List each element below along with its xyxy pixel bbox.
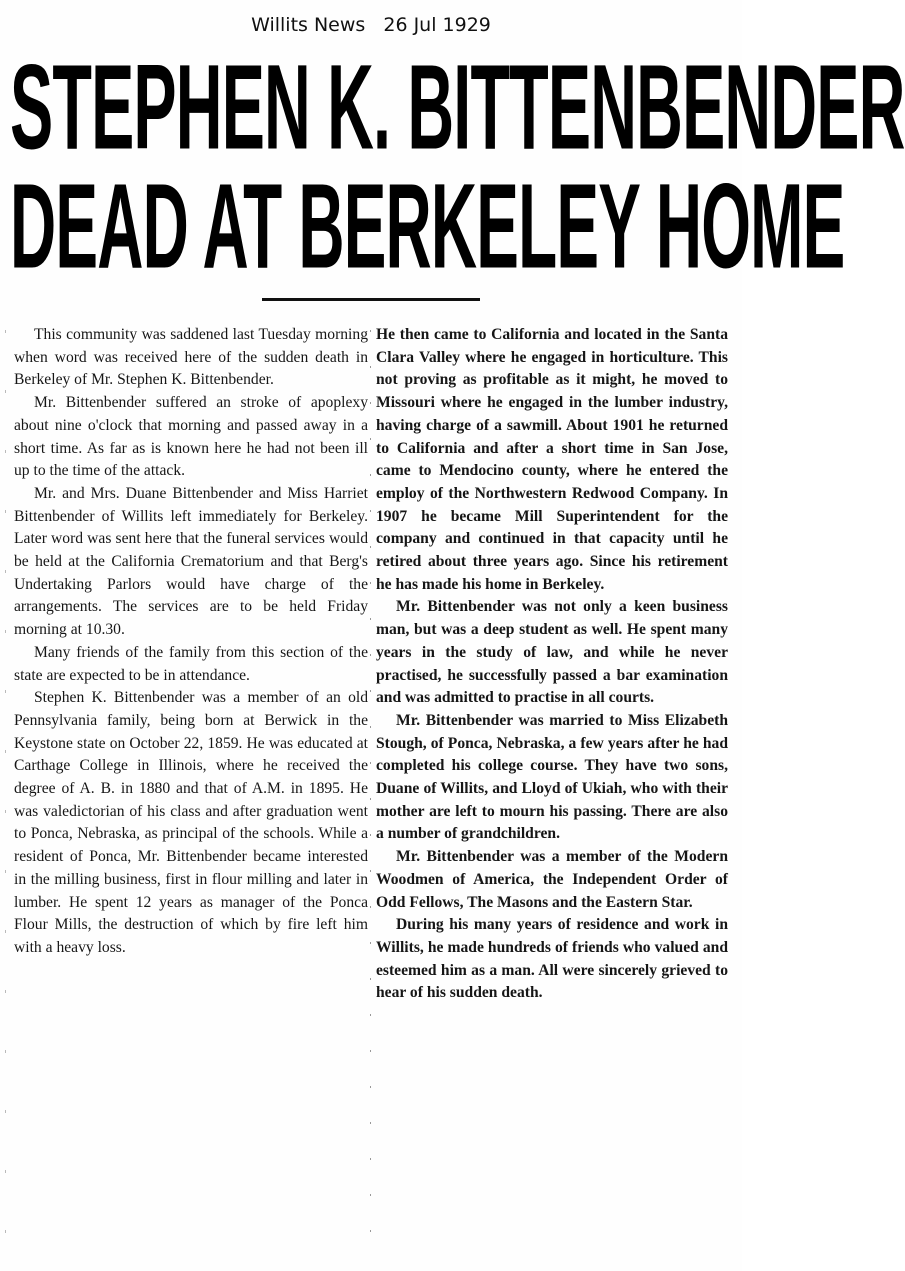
publication-name: Willits News <box>251 14 366 36</box>
publication-date: 26 Jul 1929 <box>383 14 491 36</box>
article-column-left <box>14 324 368 960</box>
column-divider <box>370 330 371 1250</box>
headline-line-1: STEPHEN K. BITTENBENDER <box>10 38 905 175</box>
article-column-right <box>376 324 728 1005</box>
margin-dots <box>5 330 6 1250</box>
source-line <box>0 14 742 36</box>
paragraph: This community was saddened last Tuesday morning when word was received here of the sudden death in Berkeley of Mr. Stephen K. Bittenbender. <box>14 326 368 389</box>
paragraph: Many friends of the family from this section of the state are expected to be in attendance. <box>14 643 368 684</box>
headline-rule <box>262 298 480 301</box>
paragraph-continuation: He then came to California and located in the Santa Clara Valley where he engaged in horticulture. This not proving as profitable as it might, he moved to Missouri where he engaged in the lumber industry, having charge of a sawmill. About 1901 he returned to California and after a short time in San Jose, came to Mendocino county, where he entered the employ of the Northwestern Redwood Company. In 1907 he became Mill Superintendent for the company and continued in that capacity until he retired about three years ago. Since his retirement he has made his home in Berkeley. <box>376 326 728 593</box>
paragraph: Mr. Bittenbender was a member of the Modern Woodmen of America, the Independent Order of Odd Fellows, The Masons and the Eastern Star. <box>376 848 728 911</box>
paragraph: Mr. Bittenbender suffered an stroke of apoplexy about nine o'clock that morning and passed away in a short time. As far as is known here he had not been ill up to the time of the attack. <box>14 394 368 480</box>
paragraph: During his many years of residence and work in Willits, he made hundreds of friends who valued and esteemed him as a man. All were sincerely grieved to hear of his sudden death. <box>376 916 728 1002</box>
headline-line-2: DEAD AT BERKELEY HOME <box>10 157 845 294</box>
paragraph: Mr. Bittenbender was not only a keen business man, but was a deep student as well. He spent many years in the study of law, and while he never practised, he successfully passed a bar examination and was admitted to practise in all courts. <box>376 598 728 707</box>
paragraph: Stephen K. Bittenbender was a member of an old Pennsylvania family, being born at Berwick in the Keystone state on October 22, 1859. He was educated at Carthage College in Illinois, where he received the degree of A. B. in 1880 and that of A.M. in 1895. He was valedictorian of his class and after graduation went to Ponca, Nebraska, as principal of the schools. While a resident of Ponca, Mr. Bittenbender became interested in the milling business, first in flour milling and later in lumber. He spent 12 years as manager of the Ponca Flour Mills, the destruction of which by fire left him with a heavy loss. <box>14 689 368 956</box>
paragraph: Mr. Bittenbender was married to Miss Elizabeth Stough, of Ponca, Nebraska, a few years after he had completed his college course. They have two sons, Duane of Willits, and Lloyd of Ukiah, who with their mother are left to mourn his passing. There are also a number of grandchildren. <box>376 711 728 843</box>
paragraph: Mr. and Mrs. Duane Bittenbender and Miss Harriet Bittenbender of Willits left immediately for Berkeley. Later word was sent here that the funeral services would be held at the California Crematorium and that Berg's Undertaking Parlors would have charge of the arrangements. The services are to be held Friday morning at 10.30. <box>14 484 368 639</box>
